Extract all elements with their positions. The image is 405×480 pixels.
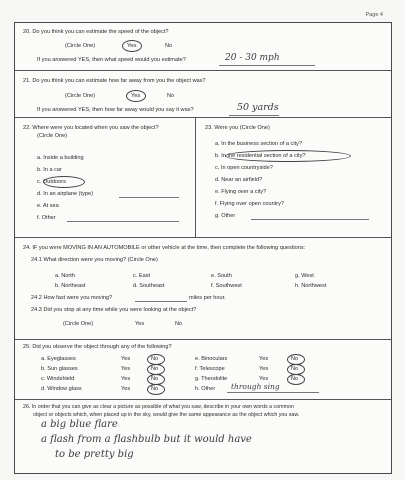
question-23-other-line <box>251 219 369 220</box>
question-22-airplane-line <box>119 197 179 198</box>
question-24-2-unit: miles per hour. <box>189 295 226 301</box>
question-23-option-g[interactable]: g. Other <box>215 213 236 219</box>
binoculars-yes[interactable]: Yes <box>259 356 269 362</box>
question-24-section <box>15 237 391 340</box>
question-21-no[interactable]: No <box>167 93 175 99</box>
direction-south[interactable]: e. South <box>211 273 232 279</box>
question-22-text: 22. Where were you located when you saw the object? <box>23 125 159 131</box>
question-20-section <box>15 23 391 71</box>
question-22-option-d[interactable]: d. In an airplane (type) <box>37 191 93 197</box>
question-20-followup: If you answered YES, then what speed would you estimate? <box>37 57 186 63</box>
question-23-option-d[interactable]: d. Near an airfield? <box>215 177 263 183</box>
question-23-option-f[interactable]: f. Flying over open country? <box>215 201 285 207</box>
question-20-yes[interactable]: Yes <box>127 43 137 49</box>
theodolite-no[interactable]: No <box>291 376 299 382</box>
windshield-yes[interactable]: Yes <box>121 376 131 382</box>
sunglasses-yes[interactable]: Yes <box>121 366 131 372</box>
telescope-label: f. Telescope <box>195 366 225 372</box>
binoculars-no[interactable]: No <box>291 356 299 362</box>
question-24-1-text: 24.1 What direction were you moving? (Circle One) <box>31 257 158 263</box>
question-24-text: 24. IF you were MOVING IN AN AUTOMOBILE or other vehicle at the time, then complete the following questions: <box>23 245 306 251</box>
direction-southeast[interactable]: d. Southeast <box>133 283 165 289</box>
direction-southwest[interactable]: f. Southwest <box>211 283 242 289</box>
question-22-option-b[interactable]: b. In a car <box>37 167 62 173</box>
question-23-option-b-circle <box>225 150 351 162</box>
question-20-yes-circle <box>122 40 142 52</box>
direction-north[interactable]: a. North <box>55 273 75 279</box>
question-21-section <box>15 70 391 118</box>
question-21-text: 21. Do you think you can estimate how far away from you the object was? <box>23 78 206 84</box>
question-21-answer[interactable]: 50 yards <box>237 102 279 113</box>
window-glass-yes[interactable]: Yes <box>121 386 131 392</box>
column-divider <box>195 117 196 237</box>
windshield-label: c. Windshield <box>41 376 75 382</box>
question-26-answer-line-3[interactable]: to be pretty big <box>55 449 134 460</box>
question-25-text: 25. Did you observe the object through any of the following? <box>23 344 172 350</box>
question-26-text-line-2: object or objects which, when placed up in the sky, would give the same appearance as the object which you saw. <box>33 412 300 418</box>
question-22-option-c[interactable]: c. Outdoors <box>37 179 66 185</box>
question-22-option-e[interactable]: e. At sea <box>37 203 59 209</box>
question-23-option-c[interactable]: c. In open countryside? <box>215 165 273 171</box>
direction-west[interactable]: g. West <box>295 273 314 279</box>
question-21-followup: If you answered YES, then how far away would you say it was? <box>37 107 194 113</box>
windshield-no[interactable]: No <box>151 376 159 382</box>
question-20-circle-one: (Circle One) <box>65 43 96 49</box>
question-22-option-c-circle <box>43 176 85 188</box>
question-26-text-line-1: 26. In order that you can give as clear a picture as possible of what you saw, describe in your own words a common <box>23 404 294 410</box>
question-26-answer-line-1[interactable]: a big blue flare <box>41 419 118 430</box>
question-24-3-yes[interactable]: Yes <box>135 321 145 327</box>
questionnaire-form <box>14 22 392 474</box>
question-23-option-b[interactable]: b. In the residential section of a city? <box>215 153 306 159</box>
telescope-no[interactable]: No <box>291 366 299 372</box>
direction-east[interactable]: c. East <box>133 273 151 279</box>
theodolite-no-circle <box>287 374 305 385</box>
sunglasses-label: b. Sun glasses <box>41 366 78 372</box>
window-glass-label: d. Window glass <box>41 386 82 392</box>
question-24-3-no[interactable]: No <box>175 321 183 327</box>
window-glass-no[interactable]: No <box>151 386 159 392</box>
question-21-answer-line <box>229 115 279 116</box>
binoculars-label: e. Binoculars <box>195 356 228 362</box>
question-22-circle-one: (Circle One) <box>37 133 68 139</box>
question-22-option-f[interactable]: f. Other <box>37 215 56 221</box>
question-25-section <box>15 339 391 400</box>
question-23-text: 23. Were you (Circle One) <box>205 125 270 131</box>
sunglasses-no[interactable]: No <box>151 366 159 372</box>
question-21-yes-circle <box>126 90 146 102</box>
telescope-yes[interactable]: Yes <box>259 366 269 372</box>
direction-northwest[interactable]: h. Northwest <box>295 283 327 289</box>
question-21-yes[interactable]: Yes <box>131 93 141 99</box>
question-23-option-a[interactable]: a. In the business section of a city? <box>215 141 303 147</box>
question-20-no[interactable]: No <box>165 43 173 49</box>
window-glass-no-circle <box>147 384 165 395</box>
direction-northeast[interactable]: b. Northeast <box>55 283 86 289</box>
question-26-answer-line-2[interactable]: a flash from a flashbulb but it would have <box>41 434 252 445</box>
page-number: Page 4 <box>365 12 383 18</box>
question-20-answer-line <box>219 65 315 66</box>
other-answer[interactable]: through sing <box>231 382 280 391</box>
question-20-text: 20. Do you think you can estimate the speed of the object? <box>23 29 169 35</box>
question-20-answer[interactable]: 20 - 30 mph <box>225 53 280 63</box>
eyeglasses-yes[interactable]: Yes <box>121 356 131 362</box>
theodolite-yes[interactable]: Yes <box>259 376 269 382</box>
question-22-23-section <box>15 117 391 238</box>
question-26-section <box>15 399 391 473</box>
theodolite-label: g. Theodolite <box>195 376 228 382</box>
question-21-circle-one: (Circle One) <box>65 93 96 99</box>
eyeglasses-no[interactable]: No <box>151 356 159 362</box>
question-22-option-a[interactable]: a. Inside a building <box>37 155 84 161</box>
question-24-2-line <box>135 301 187 302</box>
question-24-3-text: 24.3 Did you stop at any time while you were looking at the object? <box>31 307 197 313</box>
other-answer-line <box>227 392 319 393</box>
other-label: h. Other <box>195 386 216 392</box>
question-24-2-text: 24.2 How fast were you moving? <box>31 295 113 301</box>
eyeglasses-label: a. Eyeglasses <box>41 356 76 362</box>
question-23-option-e[interactable]: e. Flying over a city? <box>215 189 267 195</box>
question-24-3-circle-one: (Circle One) <box>63 321 94 327</box>
question-22-other-line <box>67 221 179 222</box>
